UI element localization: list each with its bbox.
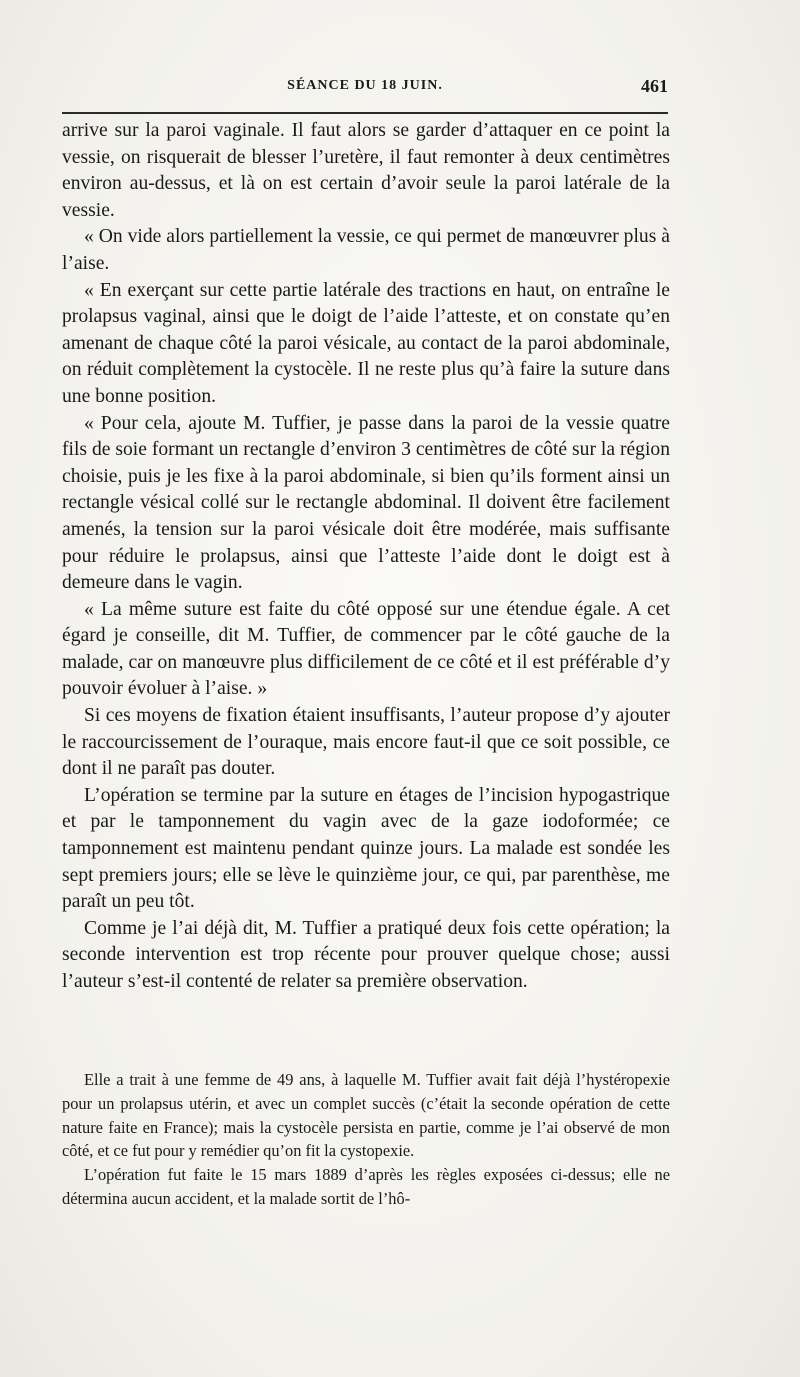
paragraph: L’opération se termine par la suture en étages de l’incision hypogastrique et par le tamponnement du vagin avec de la gaze iodoformée; ce tamponnement est maintenu pendant quinze jours. La malade est sondée les sept premiers jours; elle se lève le quinzième jour, ce qui, par parenthèse, me paraît un peu tôt. <box>62 784 670 913</box>
observation-text <box>62 1068 670 1211</box>
paragraph: L’opération fut faite le 15 mars 1889 d’après les règles exposées ci-dessus; elle ne détermina aucun accident, et la malade sortit de l’hô- <box>62 1165 670 1208</box>
running-title: SÉANCE DU 18 JUIN. <box>287 78 443 93</box>
paragraph: « Pour cela, ajoute M. Tuffier, je passe dans la paroi de la vessie quatre fils de soie formant un rectangle d’environ 3 centimètres de côté sur la région choisie, puis je les fixe à la paroi abdominale, si bien qu’ils forment ainsi un rectangle vésical collé sur le rectangle abdominal. Il doivent être facilement amenés, la tension sur la paroi vésicale doit être modérée, mais suffisante pour réduire le prolapsus, ainsi que l’atteste l’aide dont le doigt est à demeure dans le vagin. <box>62 412 670 594</box>
header-rule <box>62 112 668 114</box>
paragraph: « La même suture est faite du côté opposé sur une étendue égale. A cet égard je conseille, dit M. Tuffier, de commencer par le côté gauche de la malade, car on manœuvre plus difficilement de ce côté et il est préférable d’y pouvoir évoluer à l’aise. » <box>62 598 670 700</box>
page-number: 461 <box>641 76 668 96</box>
main-text <box>62 118 670 996</box>
running-header <box>62 78 668 104</box>
paragraph: Si ces moyens de fixation étaient insuffisants, l’auteur propose d’y ajouter le raccourcissement de l’ouraque, mais encore faut-il que ce soit possible, ce dont il ne paraît pas douter. <box>62 705 670 780</box>
paragraph: Elle a trait à une femme de 49 ans, à laquelle M. Tuffier avait fait déjà l’hystéropexie pour un prolapsus utérin, et avec un complet succès (c’était la seconde opération de cette nature faite en France); mais la cystocèle persista en partie, comme je l’ai observé de mon côté, et ce fut pour y remédier qu’on fit la cystopexie. <box>62 1070 670 1161</box>
paragraph: « On vide alors partiellement la vessie, ce qui permet de manœuvrer plus à l’aise. <box>62 226 670 274</box>
paragraph: « En exerçant sur cette partie latérale des tractions en haut, on entraîne le prolapsus vaginal, ainsi que le doigt de l’aide l’atteste, et on constate qu’en amenant de chaque côté la paroi vésicale, au contact de la paroi abdominale, on réduit complètement la cystocèle. Il ne reste plus qu’à faire la suture dans une bonne position. <box>62 279 670 407</box>
paragraph: arrive sur la paroi vaginale. Il faut alors se garder d’attaquer en ce point la vessie, on risquerait de blesser l’uretère, il faut remonter à deux centimètres environ au-dessus, et là on est certain d’avoir seule la paroi latérale de la vessie. <box>62 120 670 221</box>
paragraph: Comme je l’ai déjà dit, M. Tuffier a pratiqué deux fois cette opération; la seconde intervention est trop récente pour prouver quelque chose; aussi l’auteur s’est-il contenté de relater sa première observation. <box>62 917 670 992</box>
